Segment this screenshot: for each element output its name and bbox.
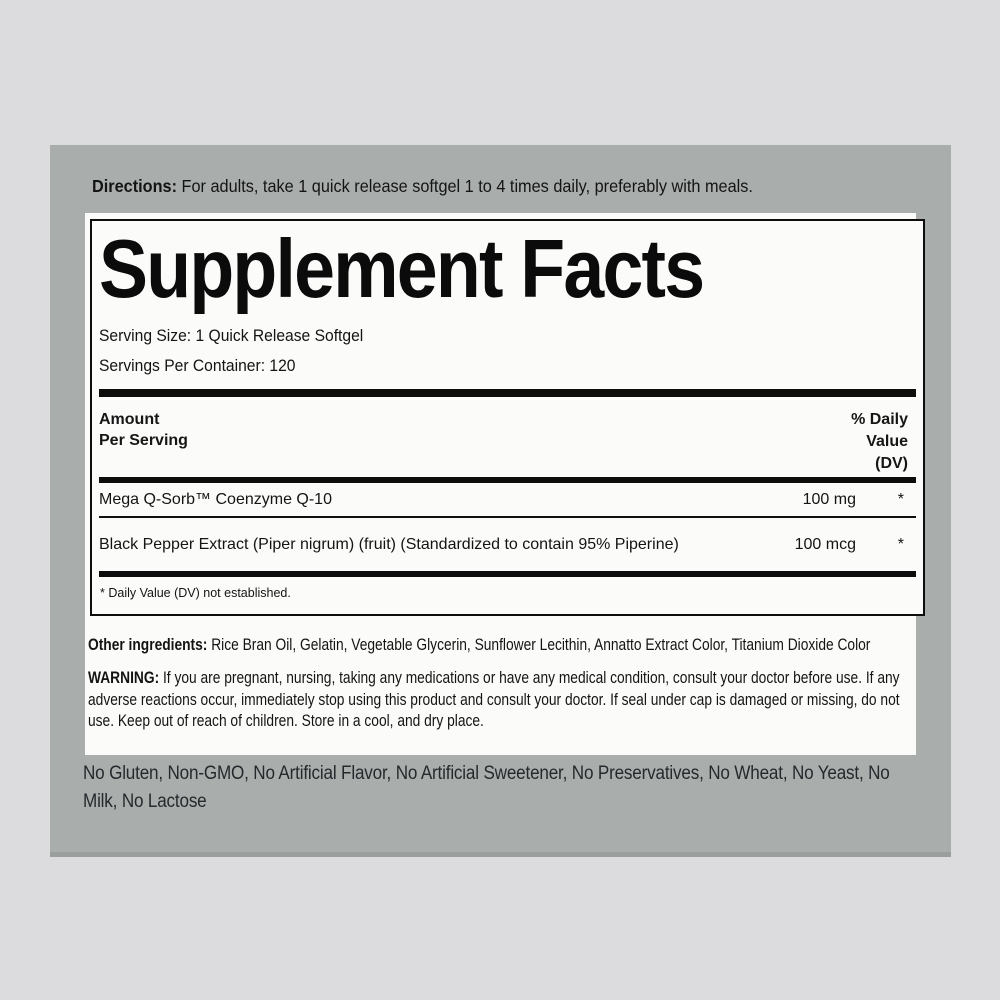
dv-header-line3: (DV) — [875, 455, 908, 472]
dv-header-line1: % Daily — [851, 411, 908, 428]
directions-line — [92, 175, 753, 197]
supplement-facts-sheet — [85, 213, 916, 755]
label-panel — [50, 145, 951, 857]
ingredient-daily-value: * — [897, 535, 904, 553]
ingredient-row — [99, 483, 916, 516]
ingredient-name: Mega Q-Sorb™ Coenzyme Q-10 — [99, 490, 332, 508]
other-ingredients — [88, 634, 913, 656]
directions-text: For adults, take 1 quick release softgel 1 to 4 times daily, preferably with meals. — [177, 176, 753, 196]
warning-text: If you are pregnant, nursing, taking any medications or have any medical condition, consult your doctor before use. If any adverse reactions occur, immediately stop using this product and consult your doctor. If seal under cap is damaged or missing, do not use. Keep out of reach of children. Store in a cool, and dry place. — [88, 669, 900, 730]
warning-heading: WARNING: — [88, 669, 160, 687]
ingredient-name: Black Pepper Extract (Piper nigrum) (fruit) (Standardized to contain 95% Piperine) — [99, 535, 679, 553]
supplement-facts-title: Supplement Facts — [99, 222, 704, 315]
other-ingredients-text: Rice Bran Oil, Gelatin, Vegetable Glycerin, Sunflower Lecithin, Annatto Extract Color, Titanium Dioxide Color — [207, 636, 871, 654]
sheet-paragraphs — [85, 622, 916, 733]
facts-table-header — [99, 397, 916, 477]
other-ingredients-heading: Other ingredients: — [88, 636, 208, 654]
amount-header-line1: Amount — [99, 411, 160, 428]
ingredient-row — [99, 518, 916, 571]
supplement-facts-box — [90, 219, 925, 616]
ingredient-amount: 100 mg — [802, 490, 856, 508]
daily-value-footnote: * Daily Value (DV) not established. — [100, 586, 291, 600]
dv-header-line2: Value — [866, 433, 908, 450]
serving-size: Serving Size: 1 Quick Release Softgel — [99, 326, 364, 345]
warning — [88, 668, 913, 733]
amount-per-serving-header — [99, 409, 188, 451]
servings-per-container: Servings Per Container: 120 — [99, 356, 296, 375]
serving-info — [99, 321, 916, 381]
daily-value-header — [851, 409, 916, 475]
claims-text: No Gluten, Non-GMO, No Artificial Flavor, No Artificial Sweetener, No Preservatives, No Wheat, No Yeast, No Milk, No Lactose — [83, 763, 890, 812]
ingredient-daily-value: * — [897, 490, 904, 508]
directions-heading: Directions: — [92, 176, 178, 196]
ingredient-amount: 100 mcg — [794, 535, 856, 553]
amount-header-line2: Per Serving — [99, 432, 188, 449]
divider-thick-top — [99, 389, 916, 397]
